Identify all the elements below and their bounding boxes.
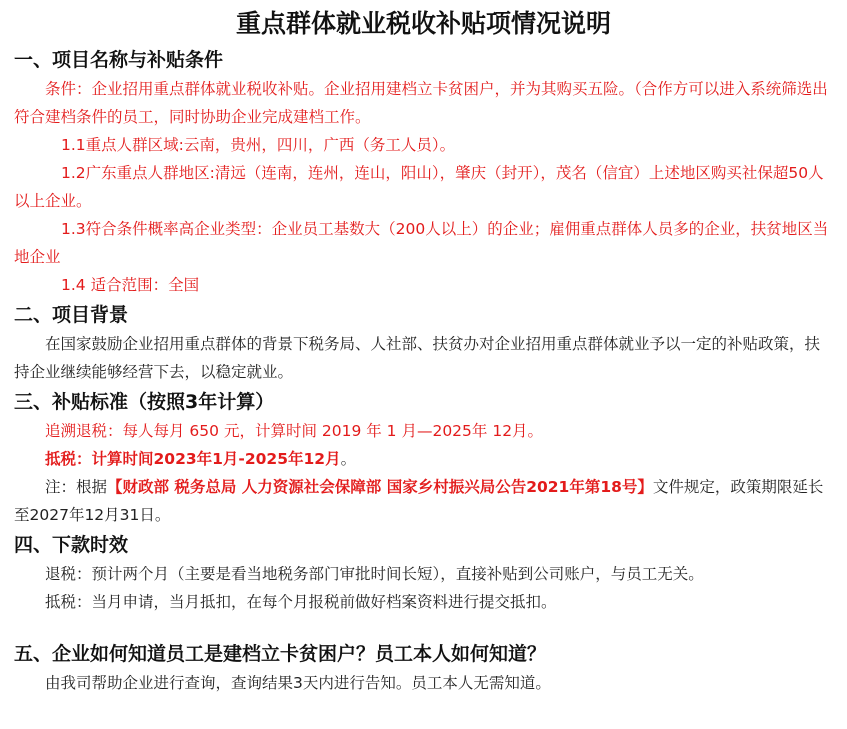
section-4-offset: 抵税：当月申请，当月抵扣，在每个月报税前做好档案资料进行提交抵扣。 (45, 593, 557, 611)
section-1-heading: 一、项目名称与补贴条件 (14, 49, 224, 71)
section-1-item-4: 1.4 适合范围：全国 (61, 276, 200, 294)
section-1-item-3: 1.3符合条件概率高企业类型：企业员工基数大（200人以上）的企业；雇佣重点群体人员多的企业，扶贫地区当地企业 (14, 220, 829, 266)
section-1-item-2: 1.2广东重点人群地区:清远（连南，连州，连山，阳山），肇庆（封开），茂名（信宜）上述地区购买社保超50人以上企业。 (14, 164, 824, 210)
section-1-condition: 条件：企业招用重点群体就业税收补贴。企业招用建档立卡贫困户，并为其购买五险。（合作方可以进入系统筛选出符合建档条件的员工，同时协助企业完成建档工作。 (14, 80, 828, 126)
section-3-offset-label: 抵税：计算时间2023年1月-2025年12月 (45, 450, 341, 468)
section-4-heading: 四、下款时效 (14, 534, 129, 556)
section-3-note-reference: 【财政部 税务总局 人力资源社会保障部 国家乡村振兴局公告2021年第18号】 (107, 478, 653, 496)
section-5-heading: 五、企业如何知道员工是建档立卡贫困户？员工本人如何知道？ (14, 643, 547, 665)
section-3-note-pre: 注：根据 (45, 478, 108, 496)
section-2-heading: 二、项目背景 (14, 304, 129, 326)
section-3-heading: 三、补贴标准（按照3年计算） (14, 391, 275, 413)
section-4-refund: 退税：预计两个月（主要是看当地税务部门审批时间长短），直接补贴到公司账户，与员工无关。 (45, 565, 704, 583)
spacer (14, 616, 833, 638)
section-3-offset (14, 445, 833, 473)
section-2-text: 在国家鼓励企业招用重点群体的背景下税务局、人社部、扶贫办对企业招用重点群体就业予以一定的补贴政策，扶持企业继续能够经营下去，以稳定就业。 (14, 335, 821, 381)
document-title: 重点群体就业税收补贴项情况说明 (235, 9, 611, 38)
section-5-text: 由我司帮助企业进行查询，查询结果3天内进行告知。员工本人无需知道。 (45, 674, 551, 692)
section-1-item-1: 1.1重点人群区域:云南，贵州，四川，广西（务工人员）。 (61, 136, 456, 154)
section-3-offset-end: 。 (340, 450, 357, 468)
section-3-refund: 追溯退税：每人每月 650 元，计算时间 2019 年 1 月—2025年 12月。 (45, 422, 544, 440)
section-3-note (14, 473, 833, 529)
section-3-note-post: 文件规定，政策期限延长至2027年12月31日。 (14, 478, 824, 524)
